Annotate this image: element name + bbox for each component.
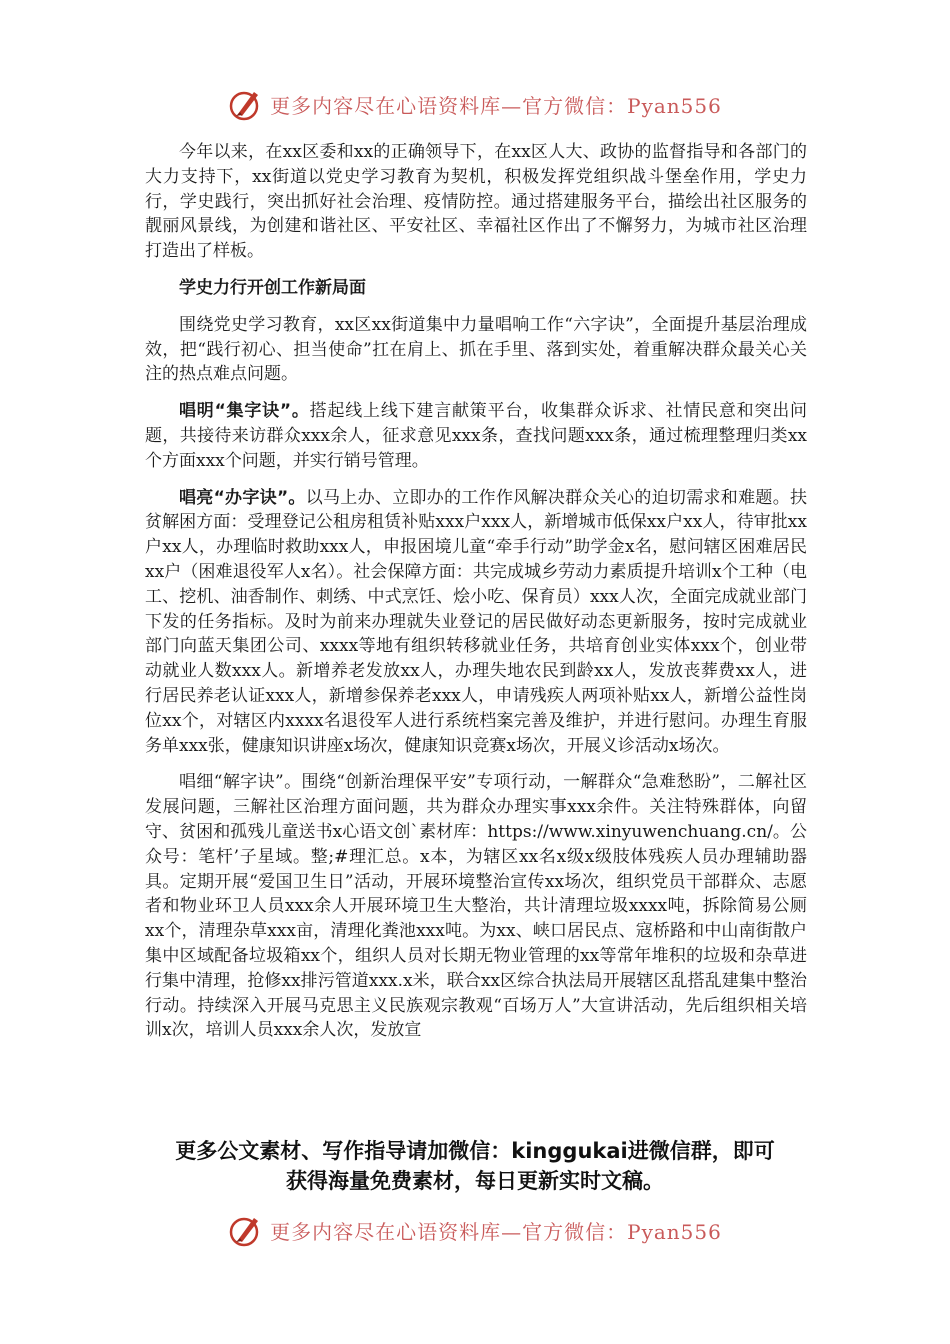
promo-text bbox=[130, 1136, 820, 1196]
solve-paragraph: 唱细“解字诀”。围绕“创新治理保平安”专项行动，一解群众“急难愁盼”，二解社区发展问题，三解社区治理方面问题，共为群众办理实事xxx余件。关注特殊群体，向留守、贫困和孤残儿童送书x心语文创`素材库：https://www.xinyuwenchuang.cn/。公众号：笔杆’子星域。整;#理汇总。x本，为辖区xx名x级x级肢体残疾人员办理辅助器具。定期开展“爱国卫生日”活动，开展环境整治宣传xx场次，组织党员干部群众、志愿者和物业环卫人员xxx余人开展环境卫生大整治，共计清理垃圾xxxx吨，拆除简易公厕xx个，清理杂草xxx亩，清理化粪池xxx吨。为xx、峡口居民点、寇桥路和中山南街散户集中区域配备垃圾箱xx个，组织人员对长期无物业管理的xx等常年堆积的垃圾和杂草进行集中清理，抢修xx排污管道xxx.x米，联合xx区综合执法局开展辖区乱搭乱建集中整治行动。持续深入开展马克思主义民族观宗教观“百场万人”大宣讲活动，先后组织相关培训x次，培训人员xxx余人次，发放宣 bbox=[145, 772, 807, 1041]
pen-nib-circle-icon bbox=[228, 86, 264, 122]
header-banner-text: 更多内容尽在心语资料库—官方微信：Pyan556 bbox=[270, 93, 722, 118]
overview-paragraph: 围绕党史学习教育，xx区xx街道集中力量唱响工作“六字诀”，全面提升基层治理成效，把“践行初心、担当使命”扛在肩上、抓在手里、落到实处，着重解决群众最关心关注的热点难点问题。 bbox=[145, 314, 807, 385]
promo-line-1: 更多公文素材、写作指导请加微信：kinggukai进微信群，即可 bbox=[175, 1139, 775, 1163]
section-heading: 学史力行开创工作新局面 bbox=[179, 277, 366, 298]
footer-banner bbox=[0, 1210, 950, 1250]
header-banner bbox=[0, 84, 950, 124]
intro-paragraph: 今年以来，在xx区委和xx的正确领导下，在xx区人大、政协的监督指导和各部门的大力支持下，xx街道以党史学习教育为契机，积极发挥党组织战斗堡垒作用，学史力行，学史践行，突出抓好社会治理、疫情防控。通过搭建服务平台，描绘出社区服务的靓丽风景线，为创建和谐社区、平安社区、幸福社区作出了不懈努力，为城市社区治理打造出了样板。 bbox=[145, 142, 807, 262]
handle-paragraph: 唱亮“办字诀”。以马上办、立即办的工作作风解决群众关心的迫切需求和难题。扶贫解困方面：受理登记公租房租赁补贴xxx户xxx人，新增城市低保xx户xx人，待审批xx户xx人，办理临时救助xxx人，申报困境儿童“牵手行动”助学金x名，慰问辖区困难居民xx户（困难退役军人x名）。社会保障方面：共完成城乡劳动力素质提升培训x个工种（电工、挖机、油香制作、刺绣、中式烹饪、烩小吃、保育员）xxx人次，全面完成就业部门下发的任务指标。及时为前来办理就失业登记的居民做好动态更新服务，按时完成就业部门向蓝天集团公司、xxxx等地有组织转移就业任务，共培育创业实体xxx个，创业带动就业人数xxx人。新增养老发放xx人，办理失地农民到龄xx人，发放丧葬费xx人，进行居民养老认证xxx人，新增参保养老xxx人，申请残疾人两项补贴xx人，新增公益性岗位xx个，对辖区内xxxx名退役军人进行系统档案完善及维护，并进行慰问。办理生育服务单xxx张，健康知识讲座x场次，健康知识竞赛x场次，开展义诊活动x场次。 bbox=[145, 487, 807, 756]
pen-nib-circle-icon bbox=[228, 1212, 264, 1248]
collect-lead: 唱明“集字诀”。 bbox=[179, 401, 310, 422]
footer-banner-text: 更多内容尽在心语资料库—官方微信：Pyan556 bbox=[270, 1219, 722, 1244]
document-body bbox=[145, 140, 807, 1055]
handle-lead: 唱亮“办字诀”。 bbox=[179, 487, 306, 508]
promo-line-2: 获得海量免费素材，每日更新实时文稿。 bbox=[286, 1169, 664, 1193]
collect-paragraph: 唱明“集字诀”。搭起线上线下建言献策平台，收集群众诉求、社情民意和突出问题，共接待来访群众xxx余人，征求意见xxx条，查找问题xxx条，通过梳理整理归类xx个方面xxx个问题，并实行销号管理。 bbox=[145, 401, 807, 471]
